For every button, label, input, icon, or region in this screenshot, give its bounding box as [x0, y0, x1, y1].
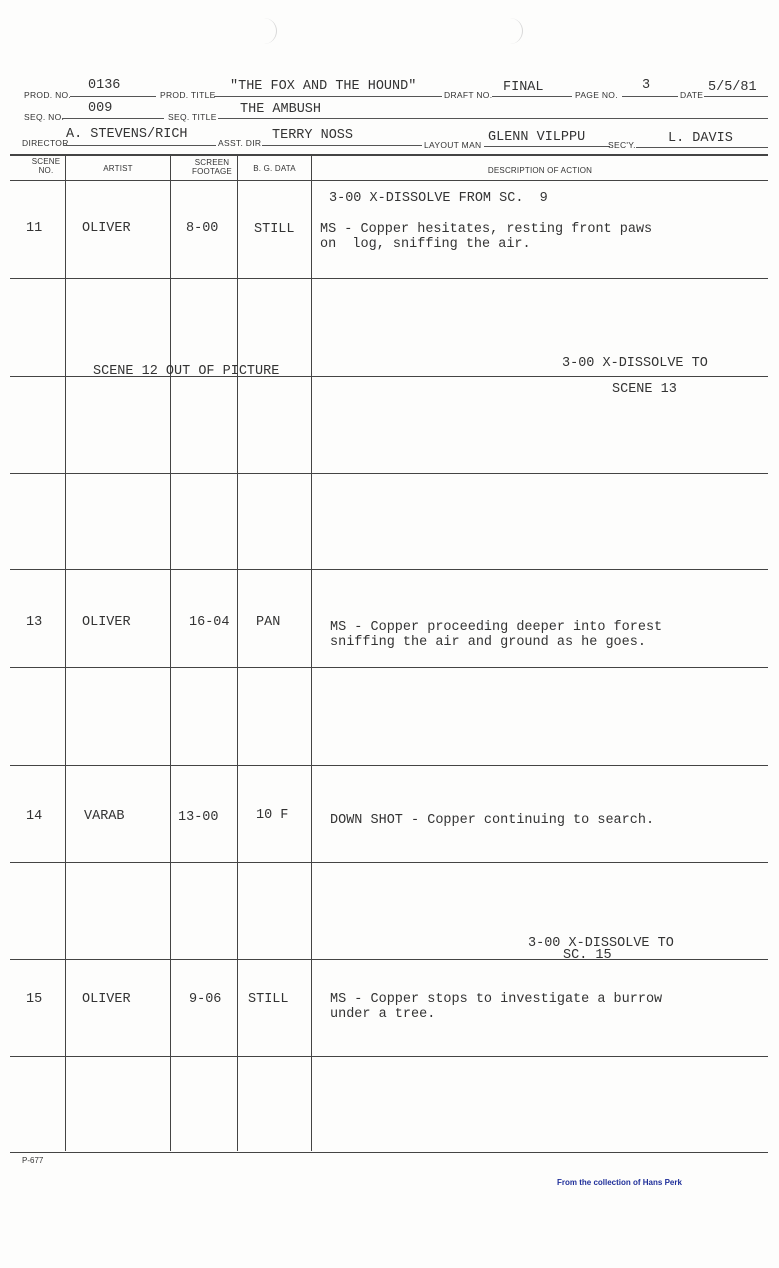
director-underline	[64, 145, 216, 146]
punch-hole-right	[508, 18, 523, 44]
scene-11-number: 11	[26, 221, 43, 236]
col-header-artist: ARTIST	[103, 164, 133, 173]
draft-no-value: FINAL	[503, 80, 544, 95]
date-value: 5/5/81	[708, 80, 757, 95]
director-value: A. STEVENS/RICH	[66, 127, 188, 142]
form-number: P-677	[22, 1156, 44, 1165]
prod-no-label: PROD. NO.	[24, 90, 72, 100]
scene-11-description: MS - Copper hesitates, resting front paws on log, sniffing the air.	[320, 222, 653, 252]
scene-11-bg: STILL	[254, 222, 295, 237]
dissolve-to-13-line1: 3-00 X-DISSOLVE TO	[562, 356, 708, 371]
prod-title-value: "THE FOX AND THE HOUND"	[230, 79, 417, 94]
asst-dir-value: TERRY NOSS	[272, 128, 354, 143]
table-bottom-border	[10, 1152, 768, 1153]
col-header-description: DESCRIPTION OF ACTION	[487, 166, 593, 175]
page-no-value: 3	[642, 78, 651, 93]
scene-13-number: 13	[26, 615, 43, 630]
table-top-border	[10, 154, 768, 156]
table-header-border	[10, 180, 768, 181]
layout-man-value: GLENN VILPPU	[488, 130, 586, 145]
scene-13-artist: OLIVER	[82, 615, 131, 630]
asst-dir-label: ASST. DIR.	[218, 138, 264, 148]
row-line	[10, 473, 768, 474]
seq-title-label: SEQ. TITLE	[168, 112, 217, 122]
seq-title-underline	[218, 118, 768, 119]
draft-no-label: DRAFT NO.	[444, 90, 493, 100]
page-no-label: PAGE NO.	[575, 90, 618, 100]
dissolve-to-13-line2: SCENE 13	[612, 382, 677, 397]
scene-14-description: DOWN SHOT - Copper continuing to search.	[330, 813, 655, 828]
scene-15-number: 15	[26, 992, 43, 1007]
scene-11-pre-note: 3-00 X-DISSOLVE FROM SC. 9	[329, 191, 548, 206]
col-divider-1	[65, 155, 66, 1151]
scene-15-artist: OLIVER	[82, 992, 131, 1007]
scene-14-artist: VARAB	[84, 809, 125, 824]
collection-credit: From the collection of Hans Perk	[557, 1178, 682, 1187]
date-underline	[704, 96, 768, 97]
scene-13-footage: 16-04	[189, 615, 230, 630]
col-divider-4	[311, 155, 312, 1151]
draft-no-underline	[492, 96, 572, 97]
prod-title-underline	[214, 96, 442, 97]
col-header-bg-data: B. G. DATA	[253, 164, 296, 173]
prod-title-label: PROD. TITLE	[160, 90, 216, 100]
seq-no-underline	[62, 118, 164, 119]
date-label: DATE	[680, 90, 704, 100]
scene-14-number: 14	[26, 809, 43, 824]
scene-11-footage: 8-00	[186, 221, 219, 236]
scene-15-footage: 9-06	[189, 992, 222, 1007]
row-line	[10, 569, 768, 570]
sec-underline	[636, 147, 768, 148]
col-header-screen-footage: SCREEN FOOTAGE	[192, 158, 232, 176]
row-line	[10, 862, 768, 863]
row-line	[10, 667, 768, 668]
scene-14-footage: 13-00	[178, 810, 219, 825]
row-line	[10, 1056, 768, 1057]
punch-hole-left	[262, 18, 277, 44]
director-label: DIRECTOR	[22, 138, 69, 148]
layout-man-label: LAYOUT MAN	[424, 140, 482, 150]
dissolve-to-15-line2: SC. 15	[563, 948, 612, 963]
scene-11-artist: OLIVER	[82, 221, 131, 236]
layout-man-underline	[484, 146, 610, 147]
seq-no-label: SEQ. NO.	[24, 112, 65, 122]
row-line	[10, 959, 768, 960]
prod-no-underline	[70, 96, 156, 97]
asst-dir-underline	[262, 145, 422, 146]
scene-13-bg: PAN	[256, 615, 281, 630]
sec-label: SEC'Y.	[608, 140, 636, 150]
prod-no-value: 0136	[88, 78, 121, 93]
seq-no-value: 009	[88, 101, 113, 116]
scene-15-description: MS - Copper stops to investigate a burrow under a tree.	[330, 992, 663, 1022]
col-divider-2	[170, 155, 171, 1151]
scene-12-out-of-picture: SCENE 12 OUT OF PICTURE	[93, 364, 280, 379]
sec-value: L. DAVIS	[668, 131, 733, 146]
row-line	[10, 278, 768, 279]
scene-15-bg: STILL	[248, 992, 289, 1007]
dissolve-to-15-line1: 3-00 X-DISSOLVE TO	[528, 936, 674, 951]
row-line	[10, 765, 768, 766]
page-no-underline	[622, 96, 678, 97]
seq-title-value: THE AMBUSH	[240, 102, 322, 117]
col-divider-3	[237, 155, 238, 1151]
scene-14-bg: 10 F	[256, 808, 289, 823]
col-header-scene-no: SCENE NO.	[31, 157, 61, 175]
scene-13-description: MS - Copper proceeding deeper into forest sniffing the air and ground as he goes.	[330, 620, 663, 650]
